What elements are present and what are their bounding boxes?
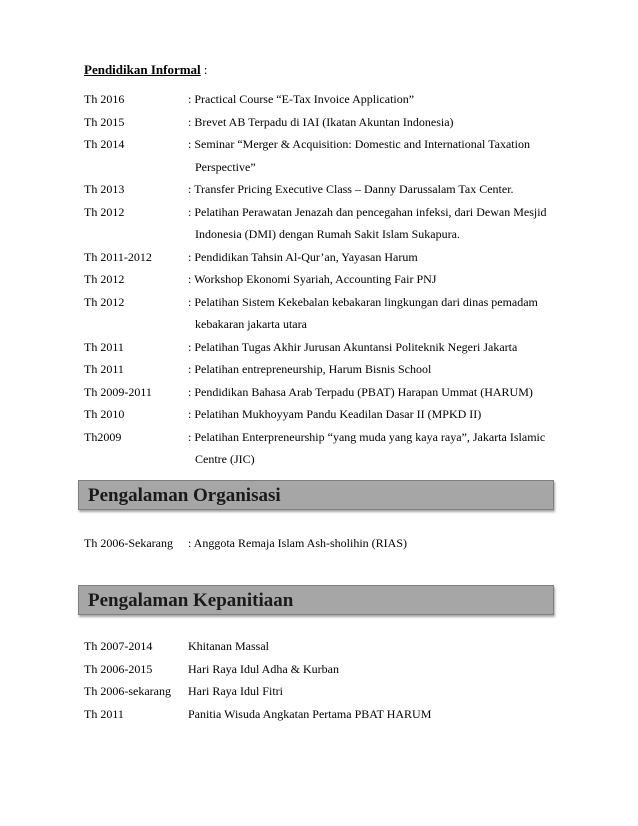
entry-year: Th 2012: [84, 204, 125, 219]
organization-experience-title: Pengalaman Organisasi: [88, 485, 281, 506]
list-item: [84, 291, 554, 336]
entry-year: Th 2011: [84, 706, 124, 721]
entry-year: Th 2006-2015: [84, 661, 153, 676]
organization-experience-list: [84, 532, 554, 555]
entry-description: : Pelatihan Mukhoyyam Pandu Keadilan Dasar II (MPKD II): [188, 407, 482, 421]
entry-description: : Seminar “Merger & Acquisition: Domestic and International Taxation: [188, 137, 530, 151]
entry-year: Th 2016: [84, 92, 125, 106]
committee-experience-list: [84, 635, 554, 725]
entry-description: : Workshop Ekonomi Syariah, Accounting Fair PNJ: [188, 272, 437, 286]
list-item: [84, 246, 554, 269]
entry-year: Th 2006-Sekarang: [84, 536, 173, 550]
entry-description: : Brevet AB Terpadu di IAI (Ikatan Akuntan Indonesia): [188, 114, 454, 129]
list-item: [84, 358, 554, 381]
entry-year: Th 2014: [84, 137, 125, 151]
entry-year: Th 2011: [84, 362, 124, 376]
list-item: [84, 178, 554, 201]
entry-year: Th 2011-2012: [84, 249, 152, 264]
entry-description-continuation: Indonesia (DMI) dengan Rumah Sakit Islam Sukapura.: [195, 227, 460, 241]
entry-description: Hari Raya Idul Adha & Kurban: [188, 661, 339, 676]
entry-year: Th 2007-2014: [84, 639, 153, 653]
entry-description-continuation: Centre (JIC): [195, 452, 255, 466]
entry-description: : Pelatihan Perawatan Jenazah dan pencegahan infeksi, dari Dewan Mesjid: [188, 204, 547, 219]
list-item: [84, 133, 554, 178]
informal-education-title: Pendidikan Informal: [84, 62, 201, 77]
entry-description: : Pelatihan entrepreneurship, Harum Bisnis School: [188, 362, 432, 376]
committee-experience-banner: [78, 585, 554, 615]
entry-year: Th 2011: [84, 339, 124, 354]
entry-description: : Pendidikan Bahasa Arab Terpadu (PBAT) Harapan Ummat (HARUM): [188, 384, 533, 399]
entry-description: : Pelatihan Tugas Akhir Jurusan Akuntansi Politeknik Negeri Jakarta: [188, 339, 518, 354]
list-item: [84, 111, 554, 134]
organization-experience-banner: [78, 480, 554, 510]
entry-description: Hari Raya Idul Fitri: [188, 684, 283, 698]
entry-description-continuation: Perspective”: [195, 159, 256, 174]
entry-year: Th 2010: [84, 407, 125, 421]
entry-year: Th 2012: [84, 294, 125, 309]
informal-education-title-suffix: :: [200, 62, 208, 77]
entry-year: Th 2015: [84, 114, 125, 129]
entry-year: Th 2013: [84, 182, 125, 196]
informal-education-list: [84, 88, 554, 471]
entry-description: : Pelatihan Sistem Kekebalan kebakaran lingkungan dari dinas pemadam: [188, 294, 538, 309]
committee-experience-title: Pengalaman Kepanitiaan: [88, 590, 294, 611]
entry-description: Panitia Wisuda Angkatan Pertama PBAT HARUM: [188, 706, 432, 721]
entry-year: Th 2006-sekarang: [84, 684, 171, 698]
list-item: [84, 703, 554, 726]
entry-description: : Pendidikan Tahsin Al-Qur’an, Yayasan Harum: [188, 249, 418, 264]
entry-description: : Pelatihan Enterpreneurship “yang muda yang kaya raya”, Jakarta Islamic: [188, 429, 546, 444]
list-item: [84, 403, 554, 426]
entry-year: Th 2009-2011: [84, 384, 152, 399]
list-item: [84, 532, 554, 555]
entry-description-continuation: kebakaran jakarta utara: [195, 317, 307, 331]
entry-description: : Transfer Pricing Executive Class – Danny Darussalam Tax Center.: [188, 182, 514, 196]
entry-description: Khitanan Massal: [188, 639, 269, 653]
list-item: [84, 635, 554, 658]
list-item: [84, 268, 554, 291]
list-item: [84, 658, 554, 681]
list-item: [84, 336, 554, 359]
list-item: [84, 88, 554, 111]
informal-education-heading: [84, 62, 208, 78]
entry-year: Th 2012: [84, 272, 125, 286]
list-item: [84, 680, 554, 703]
list-item: [84, 426, 554, 471]
entry-description: : Anggota Remaja Islam Ash-sholihin (RIAS): [188, 536, 407, 550]
entry-year: Th2009: [84, 429, 122, 444]
entry-description: : Practical Course “E-Tax Invoice Application”: [188, 92, 415, 106]
list-item: [84, 381, 554, 404]
list-item: [84, 201, 554, 246]
